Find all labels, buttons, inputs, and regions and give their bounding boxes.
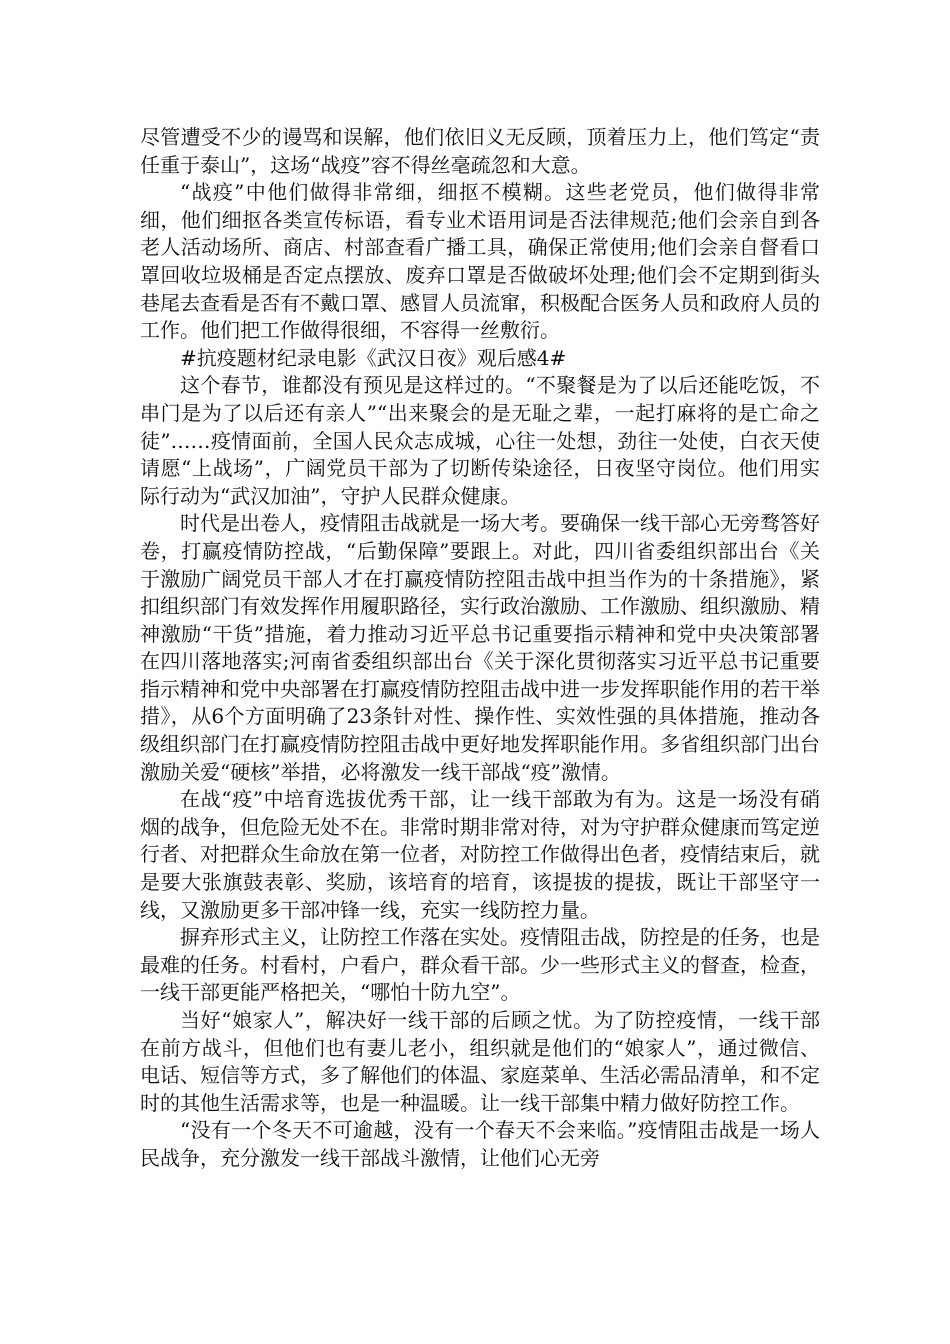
paragraph-details: “战疫”中他们做得非常细，细抠不模糊。这些老党员，他们做得非常细，他们细抠各类宣传标语，看专业术语用词是否法律规范;他们会亲自到各老人活动场所、商店、村部查看广播工具，确保正常使用;他们会亲自督看口罩回收垃圾桶是否定点摆放、废弃口罩是否做破坏处理;他们会不定期到街头巷尾去查看是否有不戴口罩、感冒人员流窜，积极配合医务人员和政府人员的工作。他们把工作做得很细，不容得一丝敷衍。 (140, 180, 820, 343)
paragraph-continuation: 尽管遭受不少的谩骂和误解，他们依旧义无反顾，顶着压力上，他们笃定“责任重于泰山”，这场“战疫”容不得丝毫疏忽和大意。 (140, 125, 820, 177)
paragraph-closing: “没有一个冬天不可逾越，没有一个春天不会来临。”疫情阻击战是一场人民战争，充分激发一线干部战斗激情，让他们心无旁 (140, 1118, 820, 1170)
document-page (140, 124, 820, 1173)
paragraph-exam: 时代是出卷人，疫情阻击战就是一场大考。要确保一线干部心无旁骛答好卷，打赢疫情防控战，“后勤保障”要跟上。对此，四川省委组织部出台《关于激励广阔党员干部人才在打赢疫情防控阻击战中担当作为的十条措施》，紧扣组织部门有效发挥作用履职路径，实行政治激励、工作激励、组织激励、精神激励“干货”措施，着力推动习近平总书记重要指示精神和党中央决策部署在四川落地落实;河南省委组织部出台《关于深化贯彻落实习近平总书记重要指示精神和党中央部署在打赢疫情防控阻击战中进一步发挥职能作用的若干举措》，从6个方面明确了23条针对性、操作性、实效性强的具体措施，推动各级组织部门在打赢疫情防控阻击战中更好地发挥职能作用。多省组织部门出台激励关爱“硬核”举措，必将激发一线干部战“疫”激情。 (140, 511, 820, 784)
paragraph-family: 当好“娘家人”，解决好一线干部的后顾之忧。为了防控疫情，一线干部在前方战斗，但他们也有妻儿老小，组织就是他们的“娘家人”，通过微信、电话、短信等方式，多了解他们的体温、家庭菜单、生活必需品清单，和不定时的其他生活需求等，也是一种温暖。让一线干部集中精力做好防控工作。 (140, 1008, 820, 1115)
section-heading: #抗疫题材纪录电影《武汉日夜》观后感4# (180, 345, 567, 370)
paragraph-spring-festival: 这个春节，谁都没有预见是这样过的。“不聚餐是为了以后还能吃饭，不串门是为了以后还有亲人”“出来聚会的是无耻之辈，一起打麻将的是亡命之徒”……疫情面前，全国人民众志成城，心往一处想，劲往一处使，白衣天使请愿“上战场”，广阔党员干部为了切断传染途径，日夜坚守岗位。他们用实际行动为“武汉加油”，守护人民群众健康。 (140, 373, 820, 508)
paragraph-selection: 在战“疫”中培育选拔优秀干部，让一线干部敢为有为。这是一场没有硝烟的战争，但危险无处不在。非常时期非常对待，对为守护群众健康而笃定逆行者、对把群众生命放在第一位者，对防控工作做得出色者，疫情结束后，就是要大张旗鼓表彰、奖励，该培育的培育，该提拔的提拔，既让干部坚守一线，又激励更多干部冲锋一线，充实一线防控力量。 (140, 787, 820, 922)
paragraph-formalism: 摒弃形式主义，让防控工作落在实处。疫情阻击战，防控是的任务，也是最难的任务。村看村，户看户，群众看干部。少一些形式主义的督查，检查，一线干部更能严格把关，“哪怕十防九空”。 (140, 925, 820, 1005)
